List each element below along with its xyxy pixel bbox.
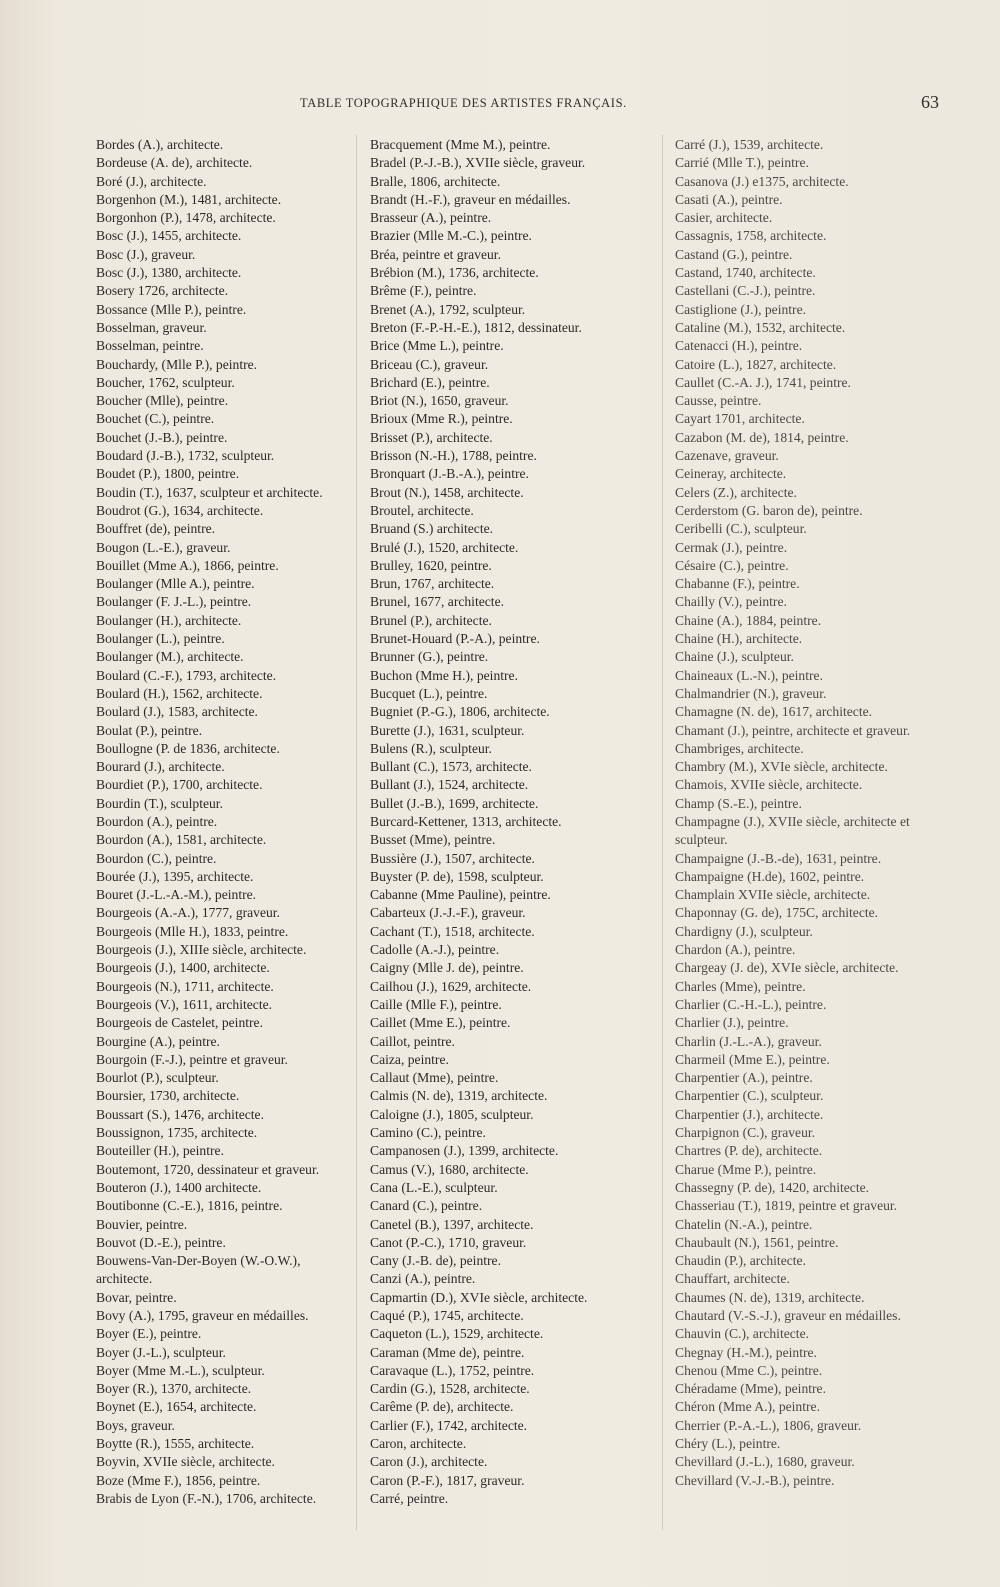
index-entry: Cardin (G.), 1528, architecte. (370, 1381, 530, 1397)
index-entry: Bourgeois (Mlle H.), 1833, peintre. (96, 923, 289, 939)
index-entry: Carlier (F.), 1742, architecte. (370, 1417, 528, 1433)
index-entry: Ceineray, architecte. (675, 466, 787, 482)
index-entry: Boutemont, 1720, dessinateur et graveur. (96, 1161, 320, 1177)
index-entry: Bullant (J.), 1524, architecte. (370, 777, 529, 793)
index-entry: Camino (C.), peintre. (370, 1125, 486, 1141)
index-entry: Boulanger (F. J.-L.), peintre. (96, 594, 252, 610)
index-entry: Charlier (C.-H.-L.), peintre. (675, 996, 827, 1012)
index-entry: Casati (A.), peintre. (675, 191, 783, 207)
index-entry: Brandt (H.-F.), graveur en médailles. (370, 191, 571, 207)
index-entry: Bovar, peintre. (96, 1289, 177, 1305)
index-entry: Chevillard (J.-L.), 1680, graveur. (675, 1454, 855, 1470)
index-entry: Boynet (E.), 1654, architecte. (96, 1399, 257, 1415)
index-entry: Charlier (J.), peintre. (675, 1015, 789, 1031)
index-entry: Chailly (V.), peintre. (675, 594, 787, 610)
header-title: TABLE TOPOGRAPHIQUE DES ARTISTES FRANÇAIS. (300, 96, 627, 110)
index-entry: Castiglione (J.), peintre. (675, 301, 806, 317)
index-entry: Bouvier, peintre. (96, 1216, 188, 1232)
index-entry: Cachant (T.), 1518, architecte. (370, 923, 535, 939)
index-entry: Brout (N.), 1458, architecte. (370, 484, 524, 500)
index-entry: Bourgeois (A.-A.), 1777, graveur. (96, 905, 280, 921)
index-entry: Burette (J.), 1631, sculpteur. (370, 722, 525, 738)
index-entry: Castellani (C.-J.), peintre. (675, 283, 816, 299)
index-entry: Causse, peintre. (675, 393, 762, 409)
index-entry: Boyer (E.), peintre. (96, 1326, 202, 1342)
index-entry: Chevillard (V.-J.-B.), peintre. (675, 1472, 835, 1488)
index-entry: Casanova (J.) e1375, architecte. (675, 173, 849, 189)
index-entry: Chartres (P. de), architecte. (675, 1143, 823, 1159)
index-entry: Bosc (J.), graveur. (96, 246, 196, 262)
index-entry: Bréa, peintre et graveur. (370, 246, 501, 262)
index-entry: Brisset (P.), architecte. (370, 429, 493, 445)
index-entry: Castand, 1740, architecte. (675, 265, 816, 281)
index-entry: Brunner (G.), peintre. (370, 649, 489, 665)
index-entry: Chamois, XVIIe siècle, architecte. (675, 777, 863, 793)
index-entry: Caillet (Mme E.), peintre. (370, 1015, 511, 1031)
index-entry: Chargeay (J. de), XVIe siècle, architecte. (675, 960, 899, 976)
index-entry: Caqué (P.), 1745, architecte. (370, 1308, 524, 1323)
index-entry: Brice (Mme L.), peintre. (370, 338, 504, 354)
index-entry: Bruand (S.) architecte. (370, 521, 494, 537)
column-divider (356, 135, 357, 1530)
index-entry: Boré (J.), architecte. (96, 173, 207, 189)
index-entry: Bouvot (D.-E.), peintre. (96, 1234, 226, 1250)
index-entry: Bosselman, graveur. (96, 319, 207, 335)
index-entry: Bourée (J.), 1395, architecte. (96, 868, 254, 884)
index-entry: Boyer (J.-L.), sculpteur. (96, 1344, 226, 1360)
index-entry: Brenet (A.), 1792, sculpteur. (370, 301, 526, 317)
index-entry: Chegnay (H.-M.), peintre. (675, 1344, 817, 1360)
index-entry: Cayart 1701, architecte. (675, 411, 805, 427)
index-entry: Brulley, 1620, peintre. (370, 557, 492, 573)
index-entry: Boulard (J.), 1583, architecte. (96, 704, 258, 720)
index-entry: Brabis de Lyon (F.-N.), 1706, architecte. (96, 1490, 317, 1506)
index-entry: Castand (G.), peintre. (675, 246, 793, 262)
index-entry: Cherrier (P.-A.-L.), 1806, graveur. (675, 1417, 862, 1433)
index-entry: Bradel (P.-J.-B.), XVIIe siècle, graveur. (370, 155, 586, 171)
index-entry: Boudrot (G.), 1634, architecte. (96, 502, 264, 518)
index-entry: Boulanger (H.), architecte. (96, 612, 242, 628)
index-entry: Boyer (Mme M.-L.), sculpteur. (96, 1362, 265, 1378)
index-entry: Canetel (B.), 1397, architecte. (370, 1216, 534, 1232)
index-entry: Bovy (A.), 1795, graveur en médailles. (96, 1308, 309, 1323)
index-entry: Buyster (P. de), 1598, sculpteur. (370, 868, 544, 884)
index-entry: Bourgine (A.), peintre. (96, 1033, 220, 1049)
index-entry: Campanosen (J.), 1399, architecte. (370, 1143, 559, 1159)
index-entry: Champlain XVIIe siècle, architecte. (675, 887, 871, 903)
index-entry: Ceribelli (C.), sculpteur. (675, 521, 807, 537)
index-entry: Callaut (Mme), peintre. (370, 1070, 499, 1086)
index-entry: Bourgeois (J.), XIIIe siècle, architecte. (96, 942, 307, 958)
index-entry: Bulens (R.), sculpteur. (370, 740, 492, 756)
index-entry: Chaine (H.), architecte. (675, 631, 803, 647)
index-entry: Carrié (Mlle T.), peintre. (675, 155, 809, 171)
index-entry: Bourgeois (V.), 1611, architecte. (96, 996, 273, 1012)
index-entry: Boulat (P.), peintre. (96, 722, 203, 738)
index-entry: Chambriges, architecte. (675, 740, 804, 756)
index-entry: Brébion (M.), 1736, architecte. (370, 265, 539, 281)
index-entry: Bugniet (P.-G.), 1806, architecte. (370, 704, 550, 720)
index-entry: Bouillet (Mme A.), 1866, peintre. (96, 557, 279, 573)
index-entry: Boudard (J.-B.), 1732, sculpteur. (96, 448, 275, 464)
index-entry: Briot (N.), 1650, graveur. (370, 393, 509, 409)
index-entry: Chamant (J.), peintre, architecte et graveur. (675, 722, 911, 738)
index-entry: Boulanger (Mlle A.), peintre. (96, 576, 255, 592)
index-entry: Champagne (J.), XVIIe siècle, architecte et sculpteur. (675, 813, 910, 848)
index-entry: Cazabon (M. de), 1814, peintre. (675, 429, 849, 445)
running-header (0, 92, 1000, 116)
index-entry: Chamagne (N. de), 1617, architecte. (675, 704, 873, 720)
index-entry: Capmartin (D.), XVIe siècle, architecte. (370, 1289, 588, 1305)
index-entry: Chauvin (C.), architecte. (675, 1326, 809, 1342)
index-entry: Boudet (P.), 1800, peintre. (96, 466, 240, 482)
index-entry: Caille (Mlle F.), peintre. (370, 996, 502, 1012)
index-entry: Chéry (L.), peintre. (675, 1436, 781, 1452)
index-entry: Boyvin, XVIIe siècle, architecte. (96, 1454, 275, 1470)
index-entry: Bussière (J.), 1507, architecte. (370, 850, 535, 866)
index-entry: Caillot, peintre. (370, 1033, 455, 1049)
index-entry: Chatelin (N.-A.), peintre. (675, 1216, 813, 1232)
index-entry: Bourdin (T.), sculpteur. (96, 795, 223, 811)
index-entry: Boucher (Mlle), peintre. (96, 393, 229, 409)
index-entry: Bordeuse (A. de), architecte. (96, 155, 253, 171)
index-entry: Caravaque (L.), 1752, peintre. (370, 1362, 535, 1378)
index-entry: Charles (Mme), peintre. (675, 978, 806, 994)
index-entry: Canot (P.-C.), 1710, graveur. (370, 1234, 527, 1250)
index-entry: Caron (J.), architecte. (370, 1454, 488, 1470)
index-entry: Brunel (P.), architecte. (370, 612, 492, 628)
index-entry: Cabarteux (J.-J.-F.), graveur. (370, 905, 526, 921)
index-entry: Bourdon (A.), 1581, architecte. (96, 832, 267, 848)
index-entry: Bronquart (J.-B.-A.), peintre. (370, 466, 529, 482)
index-entry: Boudin (T.), 1637, sculpteur et architecte. (96, 484, 323, 500)
index-entry: Brazier (Mlle M.-C.), peintre. (370, 228, 532, 244)
index-entry: Canard (C.), peintre. (370, 1198, 483, 1214)
index-entry: Broutel, architecte. (370, 502, 474, 518)
index-entry: Boucher, 1762, sculpteur. (96, 374, 235, 390)
index-entry: Bosc (J.), 1380, architecte. (96, 265, 242, 281)
index-entry: Brême (F.), peintre. (370, 283, 477, 299)
index-entry: Brunet-Houard (P.-A.), peintre. (370, 631, 540, 647)
index-entry: Buchon (Mme H.), peintre. (370, 667, 518, 683)
index-entry: Chaineaux (L.-N.), peintre. (675, 667, 823, 683)
index-entry: Boullogne (P. de 1836, architecte. (96, 740, 280, 756)
index-entry: Borgonhon (P.), 1478, architecte. (96, 210, 276, 226)
index-entry: Charmeil (Mme E.), peintre. (675, 1051, 830, 1067)
index-entry: Bullet (J.-B.), 1699, architecte. (370, 795, 539, 811)
index-entry: Caloigne (J.), 1805, sculpteur. (370, 1106, 534, 1122)
index-entry: Boussart (S.), 1476, architecte. (96, 1106, 264, 1122)
index-entry: Bouchet (C.), peintre. (96, 411, 215, 427)
index-entry: Champaigne (H.de), 1602, peintre. (675, 868, 865, 884)
index-entry: Cany (J.-B. de), peintre. (370, 1253, 501, 1269)
index-entry: Chenou (Mme C.), peintre. (675, 1362, 823, 1378)
index-entry: Bourdon (C.), peintre. (96, 850, 217, 866)
index-entry: Bourgeois (J.), 1400, architecte. (96, 960, 270, 976)
index-entry: Bralle, 1806, architecte. (370, 173, 501, 189)
index-entry: Césaire (C.), peintre. (675, 557, 789, 573)
index-entry: Casier, architecte. (675, 210, 773, 226)
index-entry: Burcard-Kettener, 1313, architecte. (370, 813, 562, 829)
index-entry: Boulard (H.), 1562, architecte. (96, 685, 263, 701)
index-entry: Champaigne (J.-B.-de), 1631, peintre. (675, 850, 882, 866)
column-3 (675, 136, 960, 1490)
index-entry: Bouteron (J.), 1400 architecte. (96, 1179, 262, 1195)
index-entry: Chaumes (N. de), 1319, architecte. (675, 1289, 865, 1305)
column-1 (96, 136, 346, 1508)
index-entry: Cana (L.-E.), sculpteur. (370, 1179, 498, 1195)
index-entry: Carré (J.), 1539, architecte. (675, 137, 824, 152)
index-entry: Cazenave, graveur. (675, 448, 779, 464)
index-entry: Bourlot (P.), sculpteur. (96, 1070, 219, 1086)
index-entry: Charlin (J.-L.-A.), graveur. (675, 1033, 822, 1049)
index-entry: Brun, 1767, architecte. (370, 576, 495, 592)
index-entry: Boulard (C.-F.), 1793, architecte. (96, 667, 277, 683)
index-entry: Carême (P. de), architecte. (370, 1399, 514, 1415)
index-entry: Cadolle (A.-J.), peintre. (370, 942, 500, 958)
index-entry: Bourdiet (P.), 1700, architecte. (96, 777, 263, 793)
index-entry: Brulé (J.), 1520, architecte. (370, 539, 519, 555)
index-entry: Catoire (L.), 1827, architecte. (675, 356, 837, 372)
index-entry: Busset (Mme), peintre. (370, 832, 496, 848)
index-entry: Chaine (J.), sculpteur. (675, 649, 794, 665)
index-entry: Bouchardy, (Mlle P.), peintre. (96, 356, 258, 372)
index-entry: Bourgeois de Castelet, peintre. (96, 1015, 263, 1031)
index-entry: Bosselman, peintre. (96, 338, 204, 354)
index-entry: Bouret (J.-L.-A.-M.), peintre. (96, 887, 257, 903)
index-entry: Caullet (C.-A. J.), 1741, peintre. (675, 374, 851, 390)
index-entry: Bourgoin (F.-J.), peintre et graveur. (96, 1051, 288, 1067)
index-entry: Chalmandrier (N.), graveur. (675, 685, 827, 701)
index-entry: Chéron (Mme A.), peintre. (675, 1399, 820, 1415)
index-entry: Catenacci (H.), peintre. (675, 338, 803, 354)
index-entry: Chassegny (P. de), 1420, architecte. (675, 1179, 870, 1195)
index-entry: Charpentier (A.), peintre. (675, 1070, 813, 1086)
index-entry: Bosc (J.), 1455, architecte. (96, 228, 242, 244)
index-entry: Charpentier (C.), sculpteur. (675, 1088, 824, 1104)
index-entry: Cailhou (J.), 1629, architecte. (370, 978, 532, 994)
index-entry: Chautard (V.-S.-J.), graveur en médailles. (675, 1308, 901, 1323)
index-entry: Bracquement (Mme M.), peintre. (370, 137, 551, 152)
index-entry: Breton (F.-P.-H.-E.), 1812, dessinateur. (370, 319, 582, 335)
index-entry: Caigny (Mlle J. de), peintre. (370, 960, 524, 976)
index-entry: Calmis (N. de), 1319, architecte. (370, 1088, 548, 1104)
index-entry: Chéradame (Mme), peintre. (675, 1381, 826, 1397)
index-entry: Bougon (L.-E.), graveur. (96, 539, 231, 555)
index-entry: Chardon (A.), peintre. (675, 942, 796, 958)
index-entry: Brasseur (A.), peintre. (370, 210, 492, 226)
index-entry: Caron (P.-F.), 1817, graveur. (370, 1472, 525, 1488)
index-entry: Bordes (A.), architecte. (96, 137, 224, 152)
index-entry: Chaubault (N.), 1561, peintre. (675, 1234, 839, 1250)
index-entry: Caraman (Mme de), peintre. (370, 1344, 525, 1360)
index-entry: Briceau (C.), graveur. (370, 356, 489, 372)
index-entry: Chaudin (P.), architecte. (675, 1253, 806, 1269)
index-entry: Canzi (A.), peintre. (370, 1271, 476, 1287)
index-entry: Cataline (M.), 1532, architecte. (675, 319, 846, 335)
index-entry: Carré, peintre. (370, 1490, 449, 1506)
index-entry: Boyer (R.), 1370, architecte. (96, 1381, 252, 1397)
index-entry: Bucquet (L.), peintre. (370, 685, 488, 701)
index-entry: Charue (Mme P.), peintre. (675, 1161, 817, 1177)
index-entry: Boursier, 1730, architecte. (96, 1088, 240, 1104)
index-entry: Boussignon, 1735, architecte. (96, 1125, 258, 1141)
index-entry: Bosery 1726, architecte. (96, 283, 229, 299)
index-entry: Boys, graveur. (96, 1417, 175, 1433)
index-entry: Brisson (N.-H.), 1788, peintre. (370, 448, 537, 464)
index-entry: Bullant (C.), 1573, architecte. (370, 759, 532, 775)
index-entry: Chambry (M.), XVIe siècle, architecte. (675, 759, 888, 775)
index-entry: Boze (Mme F.), 1856, peintre. (96, 1472, 261, 1488)
index-entry: Cabanne (Mme Pauline), peintre. (370, 887, 551, 903)
index-entry: Boutibonne (C.-E.), 1816, peintre. (96, 1198, 283, 1214)
index-entry: Bouffret (de), peintre. (96, 521, 216, 537)
index-entry: Bossance (Mlle P.), peintre. (96, 301, 247, 317)
index-entry: Chasseriau (T.), 1819, peintre et graveur. (675, 1198, 898, 1214)
column-2 (370, 136, 650, 1508)
index-entry: Chardigny (J.), sculpteur. (675, 923, 813, 939)
index-entry: Caqueton (L.), 1529, architecte. (370, 1326, 544, 1342)
index-entry: Champ (S.-E.), peintre. (675, 795, 802, 811)
index-entry: Brioux (Mme R.), peintre. (370, 411, 513, 427)
index-entry: Chaine (A.), 1884, peintre. (675, 612, 822, 628)
index-entry: Cerderstom (G. baron de), peintre. (675, 502, 863, 518)
column-divider (662, 135, 663, 1530)
index-entry: Bouwens-Van-Der-Boyen (W.-O.W.), architecte. (96, 1253, 301, 1287)
index-entry: Cermak (J.), peintre. (675, 539, 788, 555)
index-entry: Celers (Z.), architecte. (675, 484, 797, 500)
index-entry: Caiza, peintre. (370, 1051, 449, 1067)
index-entry: Caron, architecte. (370, 1436, 467, 1452)
index-entry: Chabanne (F.), peintre. (675, 576, 800, 592)
index-entry: Chaponnay (G. de), 175C, architecte. (675, 905, 879, 921)
index-entry: Boulanger (L.), peintre. (96, 631, 225, 647)
index-entry: Bouteiller (H.), peintre. (96, 1143, 224, 1159)
index-entry: Camus (V.), 1680, architecte. (370, 1161, 529, 1177)
index-entry: Bourgeois (N.), 1711, architecte. (96, 978, 274, 994)
index-entry: Charpignon (C.), graveur. (675, 1125, 816, 1141)
page-number: 63 (921, 92, 939, 112)
index-entry: Bouchet (J.-B.), peintre. (96, 429, 228, 445)
index-entry: Boulanger (M.), architecte. (96, 649, 244, 665)
index-entry: Brunel, 1677, architecte. (370, 594, 504, 610)
index-entry: Charpentier (J.), architecte. (675, 1106, 824, 1122)
index-entry: Bourdon (A.), peintre. (96, 813, 218, 829)
index-entry: Cassagnis, 1758, architecte. (675, 228, 827, 244)
index-entry: Brichard (E.), peintre. (370, 374, 490, 390)
index-entry: Bourard (J.), architecte. (96, 759, 225, 775)
index-entry: Chauffart, architecte. (675, 1271, 790, 1287)
index-entry: Borgenhon (M.), 1481, architecte. (96, 191, 282, 207)
index-entry: Boytte (R.), 1555, architecte. (96, 1436, 255, 1452)
